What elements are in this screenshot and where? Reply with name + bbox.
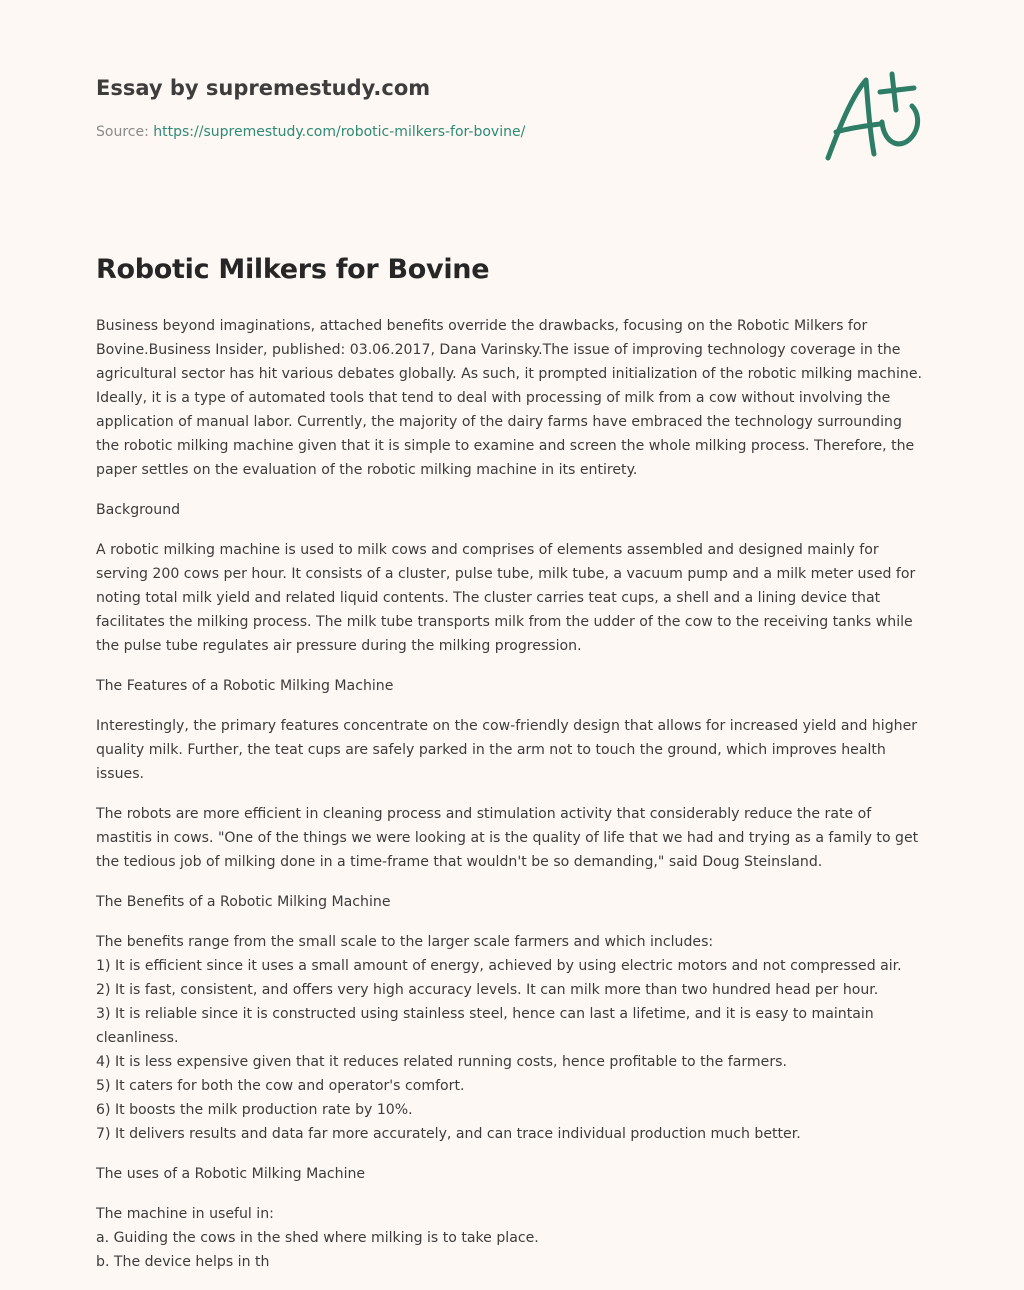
list-item: 7) It delivers results and data far more accurately, and can trace individual production much better. bbox=[96, 1126, 801, 1142]
essay-title: Robotic Milkers for Bovine bbox=[96, 254, 490, 285]
a-plus-logo-icon bbox=[822, 66, 926, 166]
essay-body bbox=[96, 314, 928, 1290]
list-item: 6) It boosts the milk production rate by 10%. bbox=[96, 1102, 413, 1118]
list-item: 1) It is efficient since it uses a small amount of energy, achieved by using electric motors and not compressed air. bbox=[96, 958, 902, 974]
benefits-intro: The benefits range from the small scale to the larger scale farmers and which includes: bbox=[96, 934, 714, 950]
section-heading-features: The Features of a Robotic Milking Machine bbox=[96, 678, 394, 694]
list-item: 2) It is fast, consistent, and offers very high accuracy levels. It can milk more than two hundred head per hour. bbox=[96, 982, 879, 998]
benefits-list bbox=[96, 930, 928, 1146]
source-line bbox=[96, 124, 525, 140]
section-heading-background: Background bbox=[96, 502, 181, 518]
section-heading-benefits: The Benefits of a Robotic Milking Machine bbox=[96, 894, 391, 910]
uses-list bbox=[96, 1202, 928, 1274]
background-paragraph: A robotic milking machine is used to milk cows and comprises of elements assembled and designed mainly for serving 200 cows per hour. It consists of a cluster, pulse tube, milk tube, a vacuum pump and a milk meter used for noting total milk yield and related liquid contents. The cluster carries teat cups, a shell and a lining device that facilitates the milking process. The milk tube transports milk from the udder of the cow to the receiving tanks while the pulse tube regulates air pressure during the milking progression. bbox=[96, 542, 916, 654]
source-label: Source: bbox=[96, 124, 154, 140]
list-item: b. The device helps in th bbox=[96, 1254, 270, 1270]
source-link[interactable]: https://supremestudy.com/robotic-milkers-for-bovine/ bbox=[153, 124, 526, 140]
list-item: 4) It is less expensive given that it reduces related running costs, hence profitable to the farmers. bbox=[96, 1054, 787, 1070]
features-paragraph-1: Interestingly, the primary features concentrate on the cow-friendly design that allows for increased yield and higher quality milk. Further, the teat cups are safely parked in the arm not to touch the ground, which improves health issues. bbox=[96, 718, 918, 782]
section-heading-uses: The uses of a Robotic Milking Machine bbox=[96, 1166, 366, 1182]
features-paragraph-2: The robots are more efficient in cleaning process and stimulation activity that considerably reduce the rate of mastitis in cows. "One of the things we were looking at is the quality of life that we had and trying as a family to get the tedious job of milking done in a time-frame that wouldn't be so demanding," said Doug Steinsland. bbox=[96, 806, 919, 870]
uses-intro: The machine in useful in: bbox=[96, 1206, 274, 1222]
list-item: 3) It is reliable since it is constructed using stainless steel, hence can last a lifetime, and it is easy to maintain cleanliness. bbox=[96, 1006, 874, 1046]
list-item: a. Guiding the cows in the shed where milking is to take place. bbox=[96, 1230, 539, 1246]
site-brand: Essay by supremestudy.com bbox=[96, 76, 431, 100]
list-item: 5) It caters for both the cow and operator's comfort. bbox=[96, 1078, 465, 1094]
intro-paragraph: Business beyond imaginations, attached benefits override the drawbacks, focusing on the Robotic Milkers for Bovine.Business Insider, published: 03.06.2017, Dana Varinsky.The issue of improving technology coverage in the agricultural sector has hit various debates globally. As such, it prompted initialization of the robotic milking machine. Ideally, it is a type of automated tools that tend to deal with processing of milk from a cow without involving the application of manual labor. Currently, the majority of the dairy farms have embraced the technology surrounding the robotic milking machine given that it is simple to examine and screen the whole milking process. Therefore, the paper settles on the evaluation of the robotic milking machine in its entirety. bbox=[96, 318, 922, 478]
